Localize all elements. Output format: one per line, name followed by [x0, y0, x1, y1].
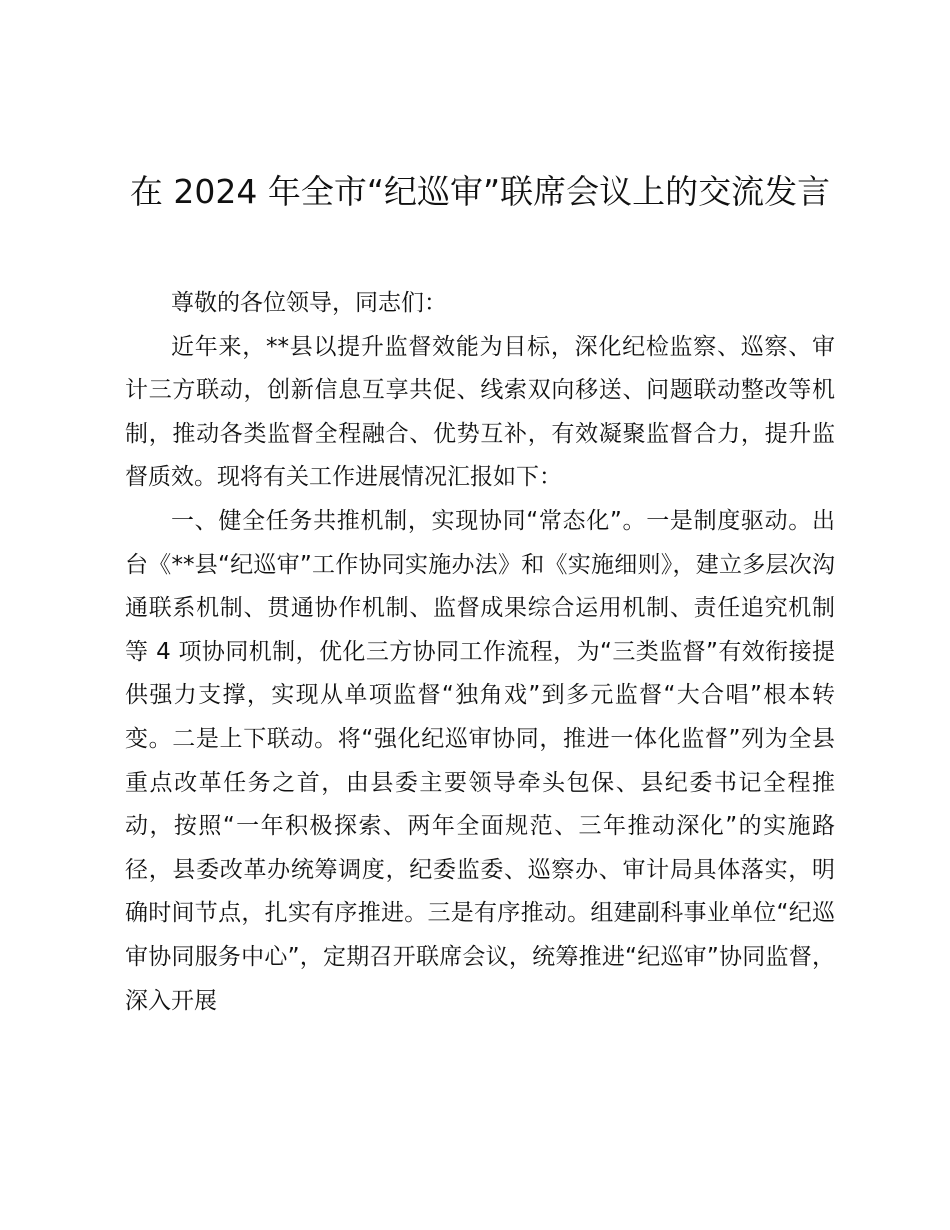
document-body: [125, 282, 835, 1023]
salutation-paragraph: 尊敬的各位领导，同志们：: [171, 290, 447, 316]
section-one-paragraph: 一、健全任务共推机制，实现协同“常态化”。一是制度驱动。出台《**县“纪巡审”工作协同实施办法》和《实施细则》，建立多层次沟通联系机制、贯通协作机制、监督成果综合运用机制、责任追究机制等 4 项协同机制，优化三方协同工作流程，为“三类监督”有效衔接提供强力支撑，实现从单项监督“独角戏”到多元监督“大合唱”根本转变。二是上下联动。将“强化纪巡审协同，推进一体化监督”列为全县重点改革任务之首，由县委主要领导牵头包保、县纪委书记全程推动，按照“一年积极探索、两年全面规范、三年推动深化”的实施路径，县委改革办统筹调度，纪委监委、巡察办、审计局具体落实，明确时间节点，扎实有序推进。三是有序推动。组建副科事业单位“纪巡审协同服务中心”，定期召开联席会议，统筹推进“纪巡审”协同监督，深入开展: [125, 507, 835, 1014]
intro-paragraph: 近年来，**县以提升监督效能为目标，深化纪检监察、巡察、审计三方联动，创新信息互享共促、线索双向移送、问题联动整改等机制，推动各类监督全程融合、优势互补，有效凝聚监督合力，提升监督质效。现将有关工作进展情况汇报如下：: [125, 333, 835, 491]
document-title: 在 2024 年全市“纪巡审”联席会议上的交流发言: [129, 172, 831, 211]
